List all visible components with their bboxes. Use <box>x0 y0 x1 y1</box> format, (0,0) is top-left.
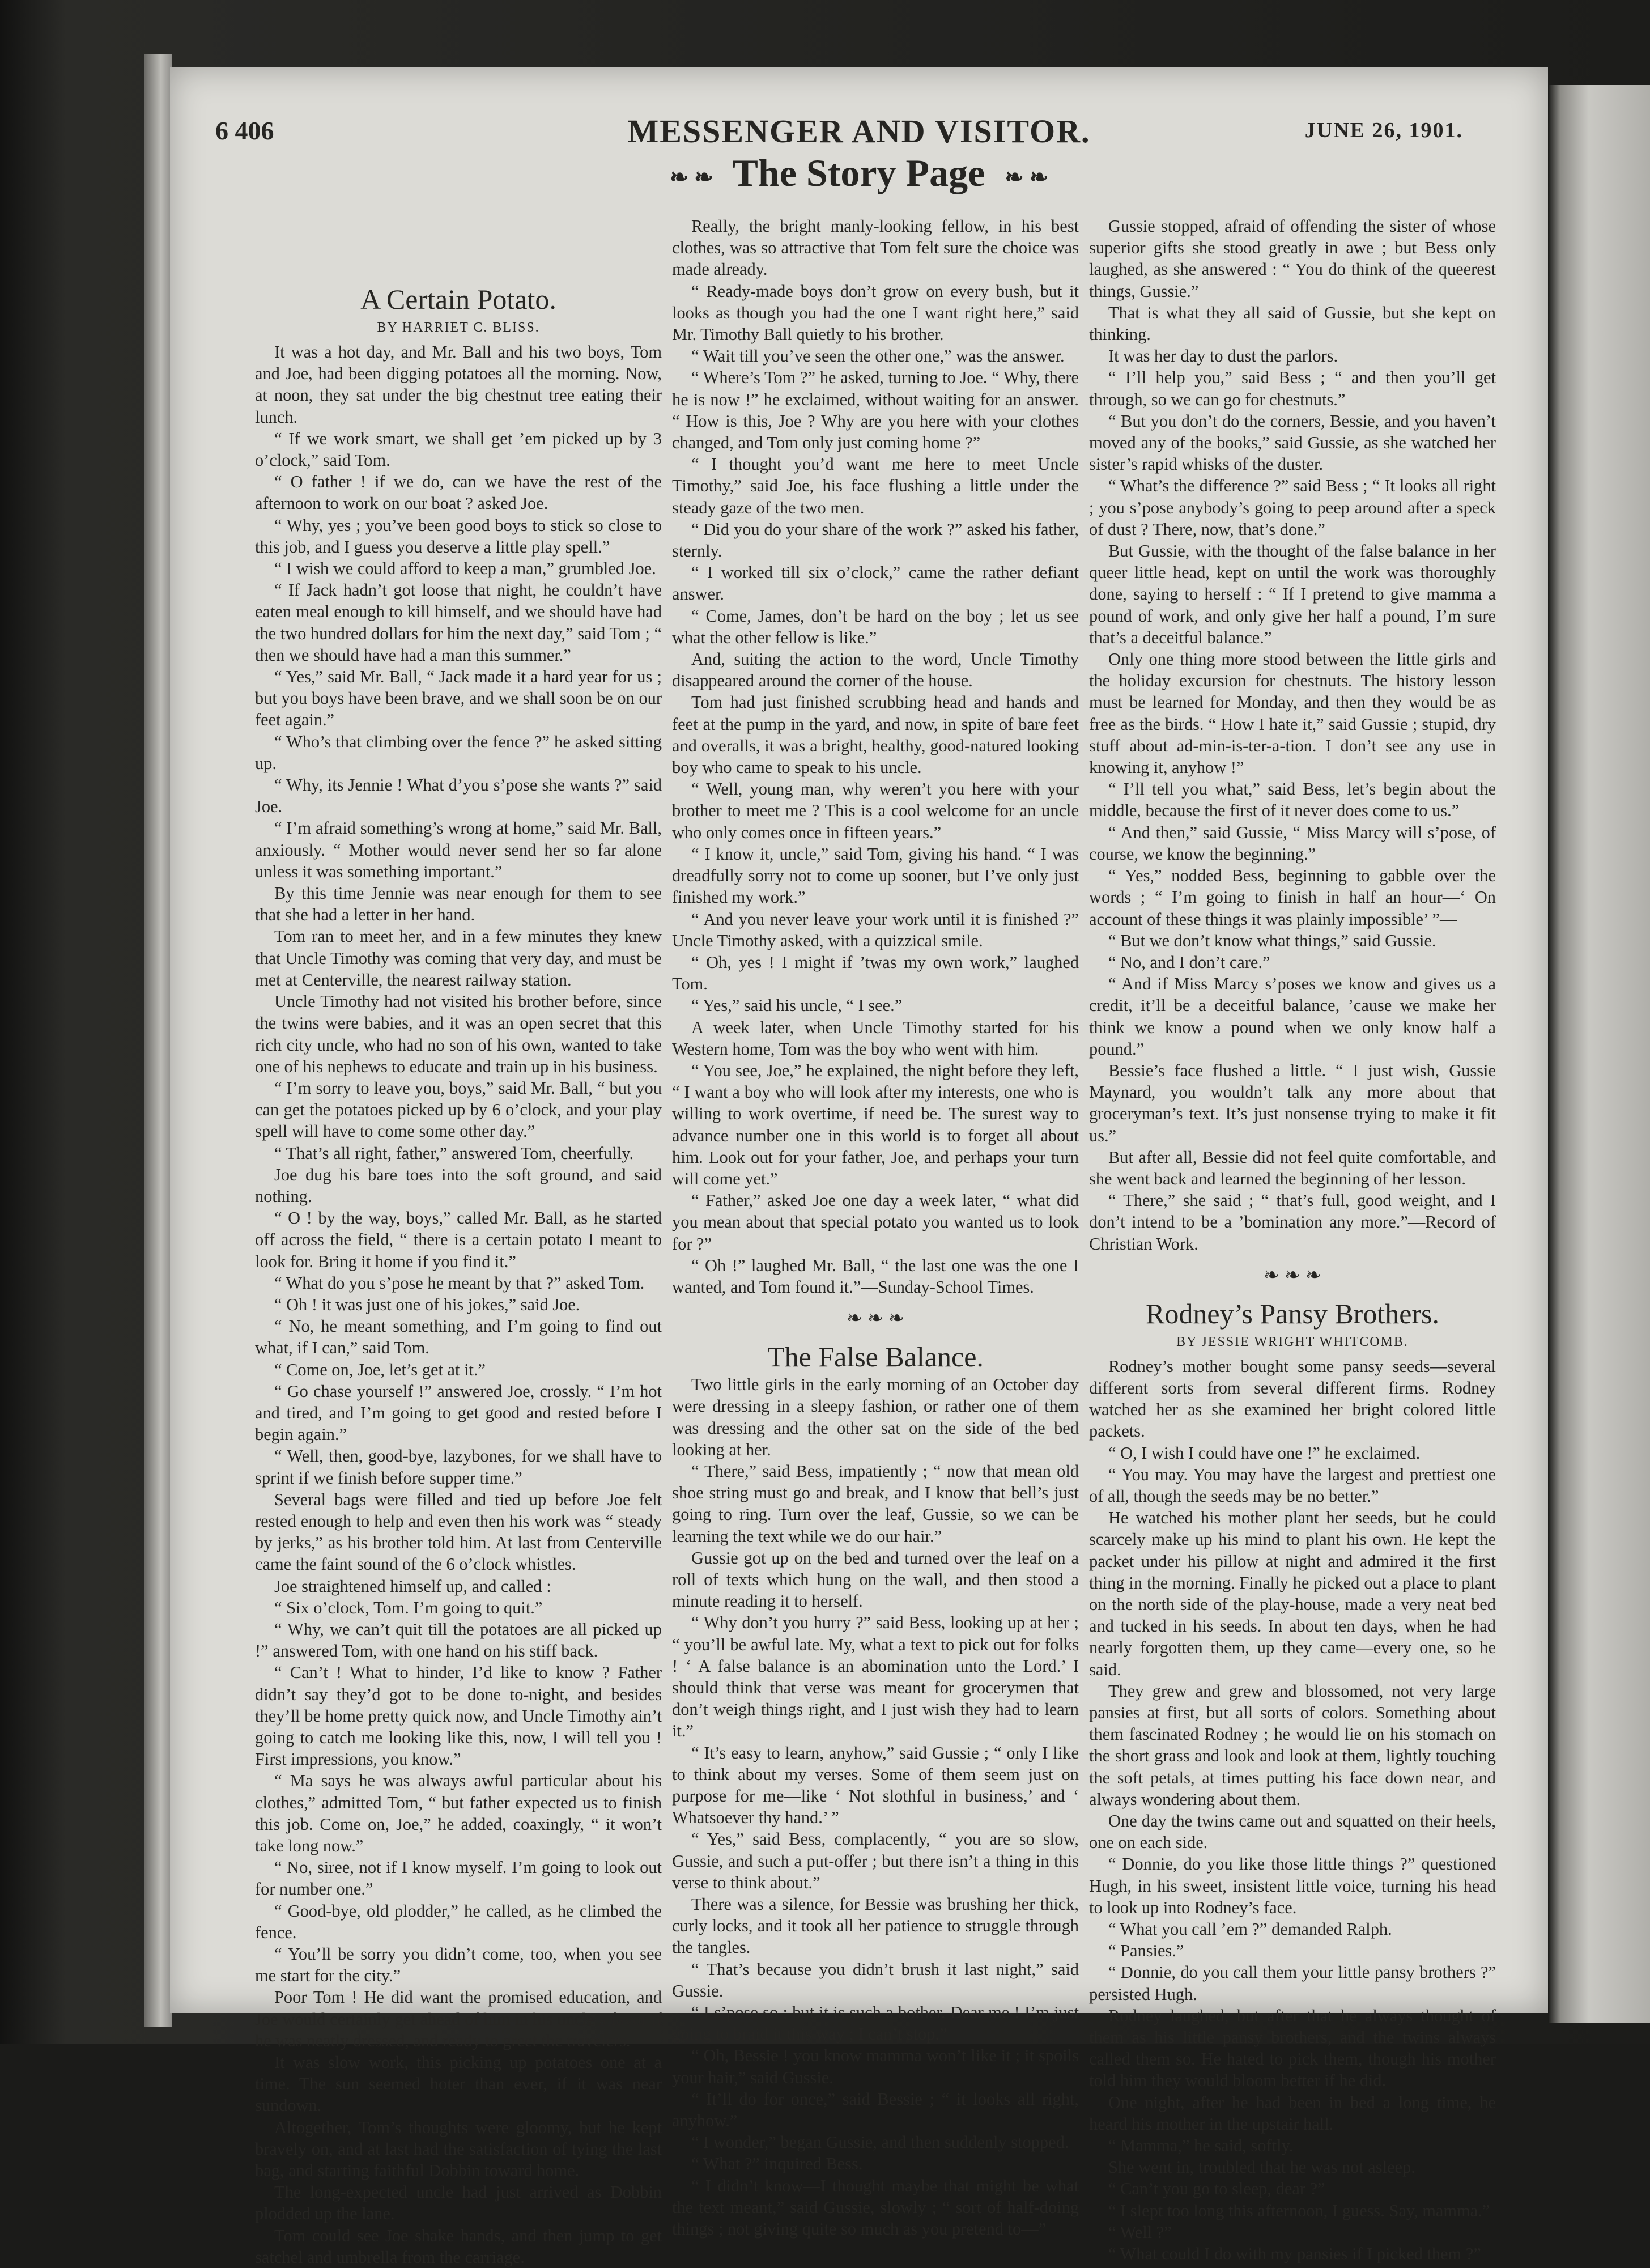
paragraph: But Gussie, with the thought of the false balance in her queer little head, kept on until the work was thoroughly done, saying to herself : “ If I pretend to give mamma a pound of work, and only give her half a pound, I’m sure that’s a deceitful balance.” <box>1089 541 1496 647</box>
paragraph: “ Yes,” nodded Bess, beginning to gabble over the words ; “ I’m going to finish in half an hour—‘ On account of these things it was plainly impossible’ ”— <box>1089 866 1496 929</box>
paragraph: Joe straightened himself up, and called : <box>274 1576 551 1596</box>
paragraph: He watched his mother plant her seeds, but he could scarcely make up his mind to plant his own. He kept the packet under his pillow at night and admired it the first thing in the morning. Finally he picked out a place to plant on the north side of the play-house, made a very neat bed and tucked in his seeds. In about ten days, when he had nearly forgotten them, up they came—every one, so he said. <box>1089 1508 1496 1679</box>
paragraph: One night, after he had been in bed a long time, he heard his mother in the upstair hall. <box>1089 2092 1496 2134</box>
paragraph: “ There,” she said ; “ that’s full, good weight, and I don’t intend to be a ’bomination any more.”—Record of Christian Work. <box>1089 1191 1496 1254</box>
paragraph: It was her day to dust the parlors. <box>1108 346 1338 366</box>
paragraph: “ What could I do with my pansies if I picked them ?” <box>1108 2244 1481 2264</box>
paragraph: “ Pansies.” <box>1108 1941 1184 1961</box>
column-1 <box>255 282 662 2267</box>
paragraph: “ Well, then, good-bye, lazybones, for we shall have to sprint if we finish before supper time.” <box>255 1446 662 1488</box>
paragraph: “ You see, Joe,” he explained, the night before they left, “ I want a boy who will look after my interests, one who is willing to work overtime, if need be. The surest way to advance number one in this world is to forget all about him. Look out for your father, Joe, and perhaps your turn will come yet.” <box>672 1060 1079 1188</box>
paragraph: “ If Jack hadn’t got loose that night, he couldn’t have eaten meal enough to kill himself, and we should have had the two hundred dollars for him the next day,” said Tom ; “ then we should have had a man this summer.” <box>255 580 662 665</box>
paragraph: “ I’m afraid something’s wrong at home,” said Mr. Ball, anxiously. “ Mother would never send her so far alone unless it was something important.” <box>255 818 662 881</box>
paragraph: “ Yes,” said Bess, complacently, “ you are so slow, Gussie, and such a put-offer ; but there isn’t a thing in this verse to think about.” <box>672 1829 1079 1892</box>
paragraph: But after all, Bessie did not feel quite comfortable, and she went back and learned the beginning of her lesson. <box>1089 1147 1496 1188</box>
column-2 <box>672 215 1079 2239</box>
story-body <box>1089 1356 1496 2265</box>
paragraph: “ I wish we could afford to keep a man,” grumbled Joe. <box>274 559 656 579</box>
paragraph: “ If we work smart, we shall get ’em picked up by 3 o’clock,” said Tom. <box>255 428 662 470</box>
paragraph: “ Well, young man, why weren’t you here with your brother to meet me ? This is a cool welcome for an uncle who only comes once in fifteen years.” <box>672 779 1079 842</box>
paragraph: “ Why, yes ; you’ve been good boys to stick so close to this job, and I guess you deserve a little play spell.” <box>255 515 662 557</box>
paragraph: The long-expected uncle had just arrived as Dobbin plodded up the lane. <box>255 2182 662 2224</box>
facing-page-edge <box>1548 85 1650 2023</box>
paragraph: “ Go chase yourself !” answered Joe, crossly. “ I’m hot and tired, and I’m going to get good and rested before I begin again.” <box>255 1381 662 1445</box>
binding-edge <box>144 54 172 2027</box>
paragraph: “ Can’t you go to sleep, dear ?” <box>1108 2179 1325 2199</box>
paragraph: “ Good-bye, old plodder,” he called, as he climbed the fence. <box>255 1901 662 1942</box>
leaf-ornament-icon: ❧ ❧ <box>1005 164 1049 190</box>
paragraph: “ I wonder,” began Gussie, and then suddenly stopped. <box>691 2133 1069 2152</box>
paragraph: “ But we don’t know what things,” said Gussie. <box>1108 931 1436 950</box>
paragraph: “ Why, its Jennie ! What d’you s’pose she wants ?” said Joe. <box>255 775 662 817</box>
masthead: MESSENGER AND VISITOR. <box>627 113 1091 150</box>
issue-date: JUNE 26, 1901. <box>1304 118 1463 142</box>
paragraph: “ O ! by the way, boys,” called Mr. Ball, as he started off across the field, “ there is a certain potato I meant to look for. Bring it home if you find it.” <box>255 1208 662 1271</box>
story-title: A Certain Potato. <box>360 283 556 315</box>
story-body <box>672 215 1079 1298</box>
paragraph: “ Yes,” said Mr. Ball, “ Jack made it a hard year for us ; but you boys have been brave, and we shall soon be on our feet again.” <box>255 667 662 730</box>
page-number: 6 406 <box>215 116 274 145</box>
paragraph: “ Oh, yes ! I might if ’twas my own work,” laughed Tom. <box>672 952 1079 994</box>
story-byline: BY JESSIE WRIGHT WHITCOMB. <box>1176 1334 1409 1349</box>
paragraph: She went in, troubled that he was not asleep. <box>1108 2157 1415 2177</box>
paragraph: “ Come, James, don’t be hard on the boy ; let us see what the other fellow is like.” <box>672 606 1079 647</box>
paragraph: “ Yes,” said his uncle, “ I see.” <box>691 996 903 1016</box>
paragraph: Gussie stopped, afraid of offending the sister of whose superior gifts she stood greatly in awe ; but Bess only laughed, as she answered : “ You do think of the queerest things, Gussie.” <box>1089 216 1496 301</box>
paragraph: “ Ma says he was always awful particular about his clothes,” admitted Tom, “ but father expected us to finish this job. Come on, Joe,” he added, coaxingly, “ it won’t take long now.” <box>255 1771 662 1856</box>
paragraph: Poor Tom ! He did want the promised education, and Joe would certainly get ahead of him in his uncle’s favor if he was neatly dressed, and ready to greet the travelers. <box>255 1987 662 2050</box>
paragraph: “ You may. You may have the largest and prettiest one of all, though the seeds may be no better.” <box>1089 1464 1496 1506</box>
paragraph: “ Why, we can’t quit till the potatoes are all picked up !” answered Tom, with one hand on his stiff back. <box>255 1619 662 1661</box>
paragraph: “ And you never leave your work until it is finished ?” Uncle Timothy asked, with a quizzical smile. <box>672 909 1079 950</box>
paragraph: Joe dug his bare toes into the soft ground, and said nothing. <box>255 1165 662 1206</box>
paragraph: “ Why don’t you hurry ?” said Bess, looking up at her ; “ you’ll be awful late. My, what a text to pick out for folks ! ‘ A false balance is an abomination unto the Lord.’ I should think that verse was meant for grocerymen that don’t weigh things right, and I just wish they had to learn it.” <box>672 1613 1079 1741</box>
paragraph: “ Donnie, do you call them your little pansy brothers ?” persisted Hugh. <box>1089 1963 1496 2004</box>
paragraph: “ What’s the difference ?” said Bess ; “ It looks all right ; you s’pose anybody’s going to peep around after a speck of dust ? There, now, that’s done.” <box>1089 476 1496 539</box>
paragraph: “ And then,” said Gussie, “ Miss Marcy will s’pose, of course, we know the beginning.” <box>1089 822 1496 864</box>
paragraph: “ I slept too long this afternoon, I guess. Say, mamma.” <box>1108 2201 1490 2220</box>
paragraph: It was a hot day, and Mr. Ball and his two boys, Tom and Joe, had been digging potatoes all the morning. Now, at noon, they sat under the big chestnut tree eating their lunch. <box>255 342 662 427</box>
paragraph: “ Oh ! it was just one of his jokes,” said Joe. <box>274 1294 580 1314</box>
paragraph: “ What do you s’pose he meant by that ?” asked Tom. <box>274 1273 645 1293</box>
paragraph: “ I worked till six o’clock,” came the rather defiant answer. <box>672 563 1079 604</box>
paragraph: “ But you don’t do the corners, Bessie, and you haven’t moved any of the books,” said Gussie, as she watched her sister’s rapid whisks of the duster. <box>1089 411 1496 474</box>
paragraph: They grew and grew and blossomed, not very large pansies at first, but all sorts of colors. Something about them fascinated Rodney ; he would lie on his stomach on the short grass and look and look at them, lightly touching the soft petals, at times putting his face down near, and always wondering about them. <box>1089 1681 1496 1809</box>
paragraph: “ Donnie, do you like those little things ?” questioned Hugh, in his sweet, insistent little voice, turning his head to look up into Rodney’s face. <box>1089 1854 1496 1917</box>
paragraph: Uncle Timothy had not visited his brother before, since the twins were babies, and it was an open secret that this rich city uncle, who had no son of his own, wanted to take one of his nephews to educate and train up in his business. <box>255 992 662 1076</box>
paragraph: Tom could see Joe shake hands, and then jump to get satchel and umbrella from the carriage. <box>255 2225 662 2267</box>
paragraph: “ I’ll tell you what,” said Bess, let’s begin about the middle, because the first of it never does come to us.” <box>1089 779 1496 821</box>
paragraph: And, suiting the action to the word, Uncle Timothy disappeared around the corner of the house. <box>672 649 1079 691</box>
paragraph: Two little girls in the early morning of an October day were dressing in a sleepy fashion, or rather one of them was dressing and the other sat on the side of the bed looking at her. <box>672 1375 1079 1459</box>
story-body <box>1089 215 1496 1255</box>
paragraph: “ Who’s that climbing over the fence ?” he asked sitting up. <box>255 732 662 773</box>
paragraph: “ No, he meant something, and I’m going to find out what, if I can,” said Tom. <box>255 1316 662 1358</box>
paragraph: “ Well ?” <box>1108 2222 1172 2242</box>
leaf-ornament-icon: ❧ ❧ <box>669 164 713 190</box>
section-divider: ❧ ❧ ❧ <box>846 1308 905 1330</box>
paragraph: “ Where’s Tom ?” he asked, turning to Joe. “ Why, there he is now !” he exclaimed, without waiting for an answer. “ How is this, Joe ? Why are you here with your clothes changed, and Tom only just coming home ?” <box>672 368 1079 453</box>
paragraph: “ Father,” asked Joe one day a week later, “ what did you mean about that special potato you wanted us to look for ?” <box>672 1191 1079 1254</box>
newspaper-page <box>170 67 1548 2267</box>
paragraph: “ I’m sorry to leave you, boys,” said Mr. Ball, “ but you can get the potatoes picked up by 6 o’clock, and your play spell will have to come some other day.” <box>255 1078 662 1141</box>
story-byline: BY HARRIET C. BLISS. <box>377 320 540 335</box>
paragraph: Altogether, Tom’s thoughts were gloomy, but he kept bravely on, and at last had the satisfaction of tying the last bag, and starting faithful Dobbin toward home. <box>255 2117 662 2181</box>
story-body <box>672 1374 1079 2240</box>
paragraph: “ What ?” inquired Bess. <box>691 2154 863 2174</box>
paragraph: It was slow work, this picking up potatoes one at a time. The sun seemed hoter than ever, if it was near sundown. <box>255 2053 662 2116</box>
paragraph: “ No, and I don’t care.” <box>1108 952 1270 972</box>
paragraph: “ It’s easy to learn, anyhow,” said Gussie ; “ only I like to think about my verses. Some of them seem just on purpose for me—like ‘ Not slothful in business,’ and ‘ Whatsoever thy hand.’ ” <box>672 1743 1079 1828</box>
paragraph: Rodney laughed, but after that he always thought of them as his little pansy brothers, and the twins always called them so. He hated to pick them, though his mother told him they would bloom better if he did. <box>1089 2006 1496 2091</box>
paragraph: “ I know it, uncle,” said Tom, giving his hand. “ I was dreadfully sorry not to come up sooner, but I’ve only just finished my work.” <box>672 844 1079 907</box>
paragraph: “ O father ! if we do, can we have the rest of the afternoon to work on our boat ? asked Joe. <box>255 472 662 513</box>
paragraph: “ I thought you’d want me here to meet Uncle Timothy,” said Joe, his face flushing a little under the steady gaze of the two men. <box>672 455 1079 517</box>
paragraph: “ And if Miss Marcy s’poses we know and gives us a credit, it’ll be a deceitful balance, ’cause we make her think we know a pound when we only know half a pound.” <box>1089 974 1496 1059</box>
paragraph: “ Mamma,” he said, softly. <box>1108 2136 1294 2156</box>
paragraph: “ Wait till you’ve seen the other one,” was the answer. <box>691 346 1065 366</box>
paragraph: “ No, siree, not if I know myself. I’m going to look out for number one.” <box>255 1858 662 1899</box>
paragraph: A week later, when Uncle Timothy started for his Western home, Tom was the boy who went with him. <box>672 1017 1079 1059</box>
paragraph: “ O, I wish I could have one !” he exclaimed. <box>1108 1443 1421 1463</box>
paragraph: There was a silence, for Bessie was brushing her thick, curly locks, and it took all her patience to struggle through the tangles. <box>672 1895 1079 1957</box>
paragraph: Only one thing more stood between the little girls and the holiday excursion for chestnuts. The history lesson must be learned for Monday, and then they would be as free as the birds. “ How I hate it,” said Gussie ; stupid, dry stuff about ad-min-is-ter-a-tion. I don’t see any use in knowing it, anyhow !” <box>1089 649 1496 778</box>
paragraph: “ That’s all right, father,” answered Tom, cheerfully. <box>274 1143 634 1163</box>
paragraph: By this time Jennie was near enough for them to see that she had a letter in her hand. <box>255 884 662 925</box>
paragraph: Rodney’s mother bought some pansy seeds—several different sorts from several different firms. Rodney watched her as she examined her bright colored little packets. <box>1089 1356 1496 1441</box>
paragraph: “ Six o’clock, Tom. I’m going to quit.” <box>274 1598 543 1617</box>
paragraph: Tom had just finished scrubbing head and hands and feet at the pump in the yard, and now, in spite of bare feet and overalls, it was a bright, healthy, good-natured looking boy who came to speak to his uncle. <box>672 693 1079 778</box>
section-heading <box>170 151 1548 196</box>
paragraph: “ Ready-made boys don’t grow on every bush, but it looks as though you had the one I want right here,” said Mr. Timothy Ball quietly to his brother. <box>672 281 1079 345</box>
story-body <box>255 341 662 2268</box>
paragraph: “ What you call ’em ?” demanded Ralph. <box>1108 1919 1392 1939</box>
paragraph: “ I didn’t know—I thought maybe that might be what the text meant,” said Gussie, slowly ; “ sort of half-doing things ; not giving quite so much as you pretend to—” <box>672 2176 1079 2239</box>
story-title: The False Balance. <box>767 1341 984 1373</box>
paragraph: One day the twins came out and squatted on their heels, one on each side. <box>1089 1811 1496 1853</box>
section-title: The Story Page <box>732 151 985 194</box>
paragraph: Bessie’s face flushed a little. “ I just wish, Gussie Maynard, you wouldn’t talk any more about that groceryman’s text. It’s just nonsense trying to make it fit us.” <box>1089 1060 1496 1145</box>
paragraph: Really, the bright manly-looking fellow, in his best clothes, was so attractive that Tom felt sure the choice was made already. <box>672 216 1079 279</box>
paragraph: That is what they all said of Gussie, but she kept on thinking. <box>1089 303 1496 345</box>
paragraph: “ Did you do your share of the work ?” asked his father, sternly. <box>672 519 1079 561</box>
paragraph: “ I’ll help you,” said Bess ; “ and then you’ll get through, so we can go for chestnuts.” <box>1089 368 1496 409</box>
paragraph: “ There,” said Bess, impatiently ; “ now that mean old shoe string must go and break, and I know that bell’s just going to ring. Turn over the leaf, Gussie, so we can be learning the text while we do our hair.” <box>672 1461 1079 1546</box>
paragraph: “ You’ll be sorry you didn’t come, too, when you see me start for the city.” <box>255 1944 662 1986</box>
paragraph: “ Oh, Bessie ! you know mamma won’t like it ; it spoils your hair,” said Gussie. <box>672 2046 1079 2087</box>
paragraph: “ That’s because you didn’t brush it last night,” said Gussie. <box>672 1959 1079 2001</box>
paragraph: “ Oh !” laughed Mr. Ball, “ the last one was the one I wanted, and Tom found it.”—Sunday-School Times. <box>672 1255 1079 1297</box>
paragraph: “ I s’pose so ; but it is such a bother. Dear me ! I’m just going to braid it this way ; I can’t stop.” <box>672 2003 1079 2044</box>
paragraph: “ It’ll do for once,” said Bessie ; “ it looks all right, anyhow.” <box>672 2089 1079 2131</box>
section-divider: ❧ ❧ ❧ <box>1263 1264 1322 1286</box>
paragraph: “ Can’t ! What to hinder, I’d like to know ? Father didn’t say they’d got to be done to-night, and besides they’ll be home pretty quick now, and Uncle Timothy ain’t going to catch me looking like this, now, I will tell you ! First impressions, you know.” <box>255 1663 662 1769</box>
column-3 <box>1089 215 1496 2264</box>
paragraph: Tom ran to meet her, and in a few minutes they knew that Uncle Timothy was coming that very day, and must be met at Centerville, the nearest railway station. <box>255 927 662 989</box>
paragraph: Gussie got up on the bed and turned over the leaf on a roll of texts which hung on the wall, and then stood a minute reading it to herself. <box>672 1548 1079 1611</box>
paragraph: Several bags were filled and tied up before Joe felt rested enough to help and even then his work was “ steady by jerks,” as his brother told him. At last from Centerville came the faint sound of the 6 o’clock whistles. <box>255 1489 662 1574</box>
paragraph: “ Come on, Joe, let’s get at it.” <box>274 1360 486 1379</box>
story-title: Rodney’s Pansy Brothers. <box>1145 1297 1440 1330</box>
